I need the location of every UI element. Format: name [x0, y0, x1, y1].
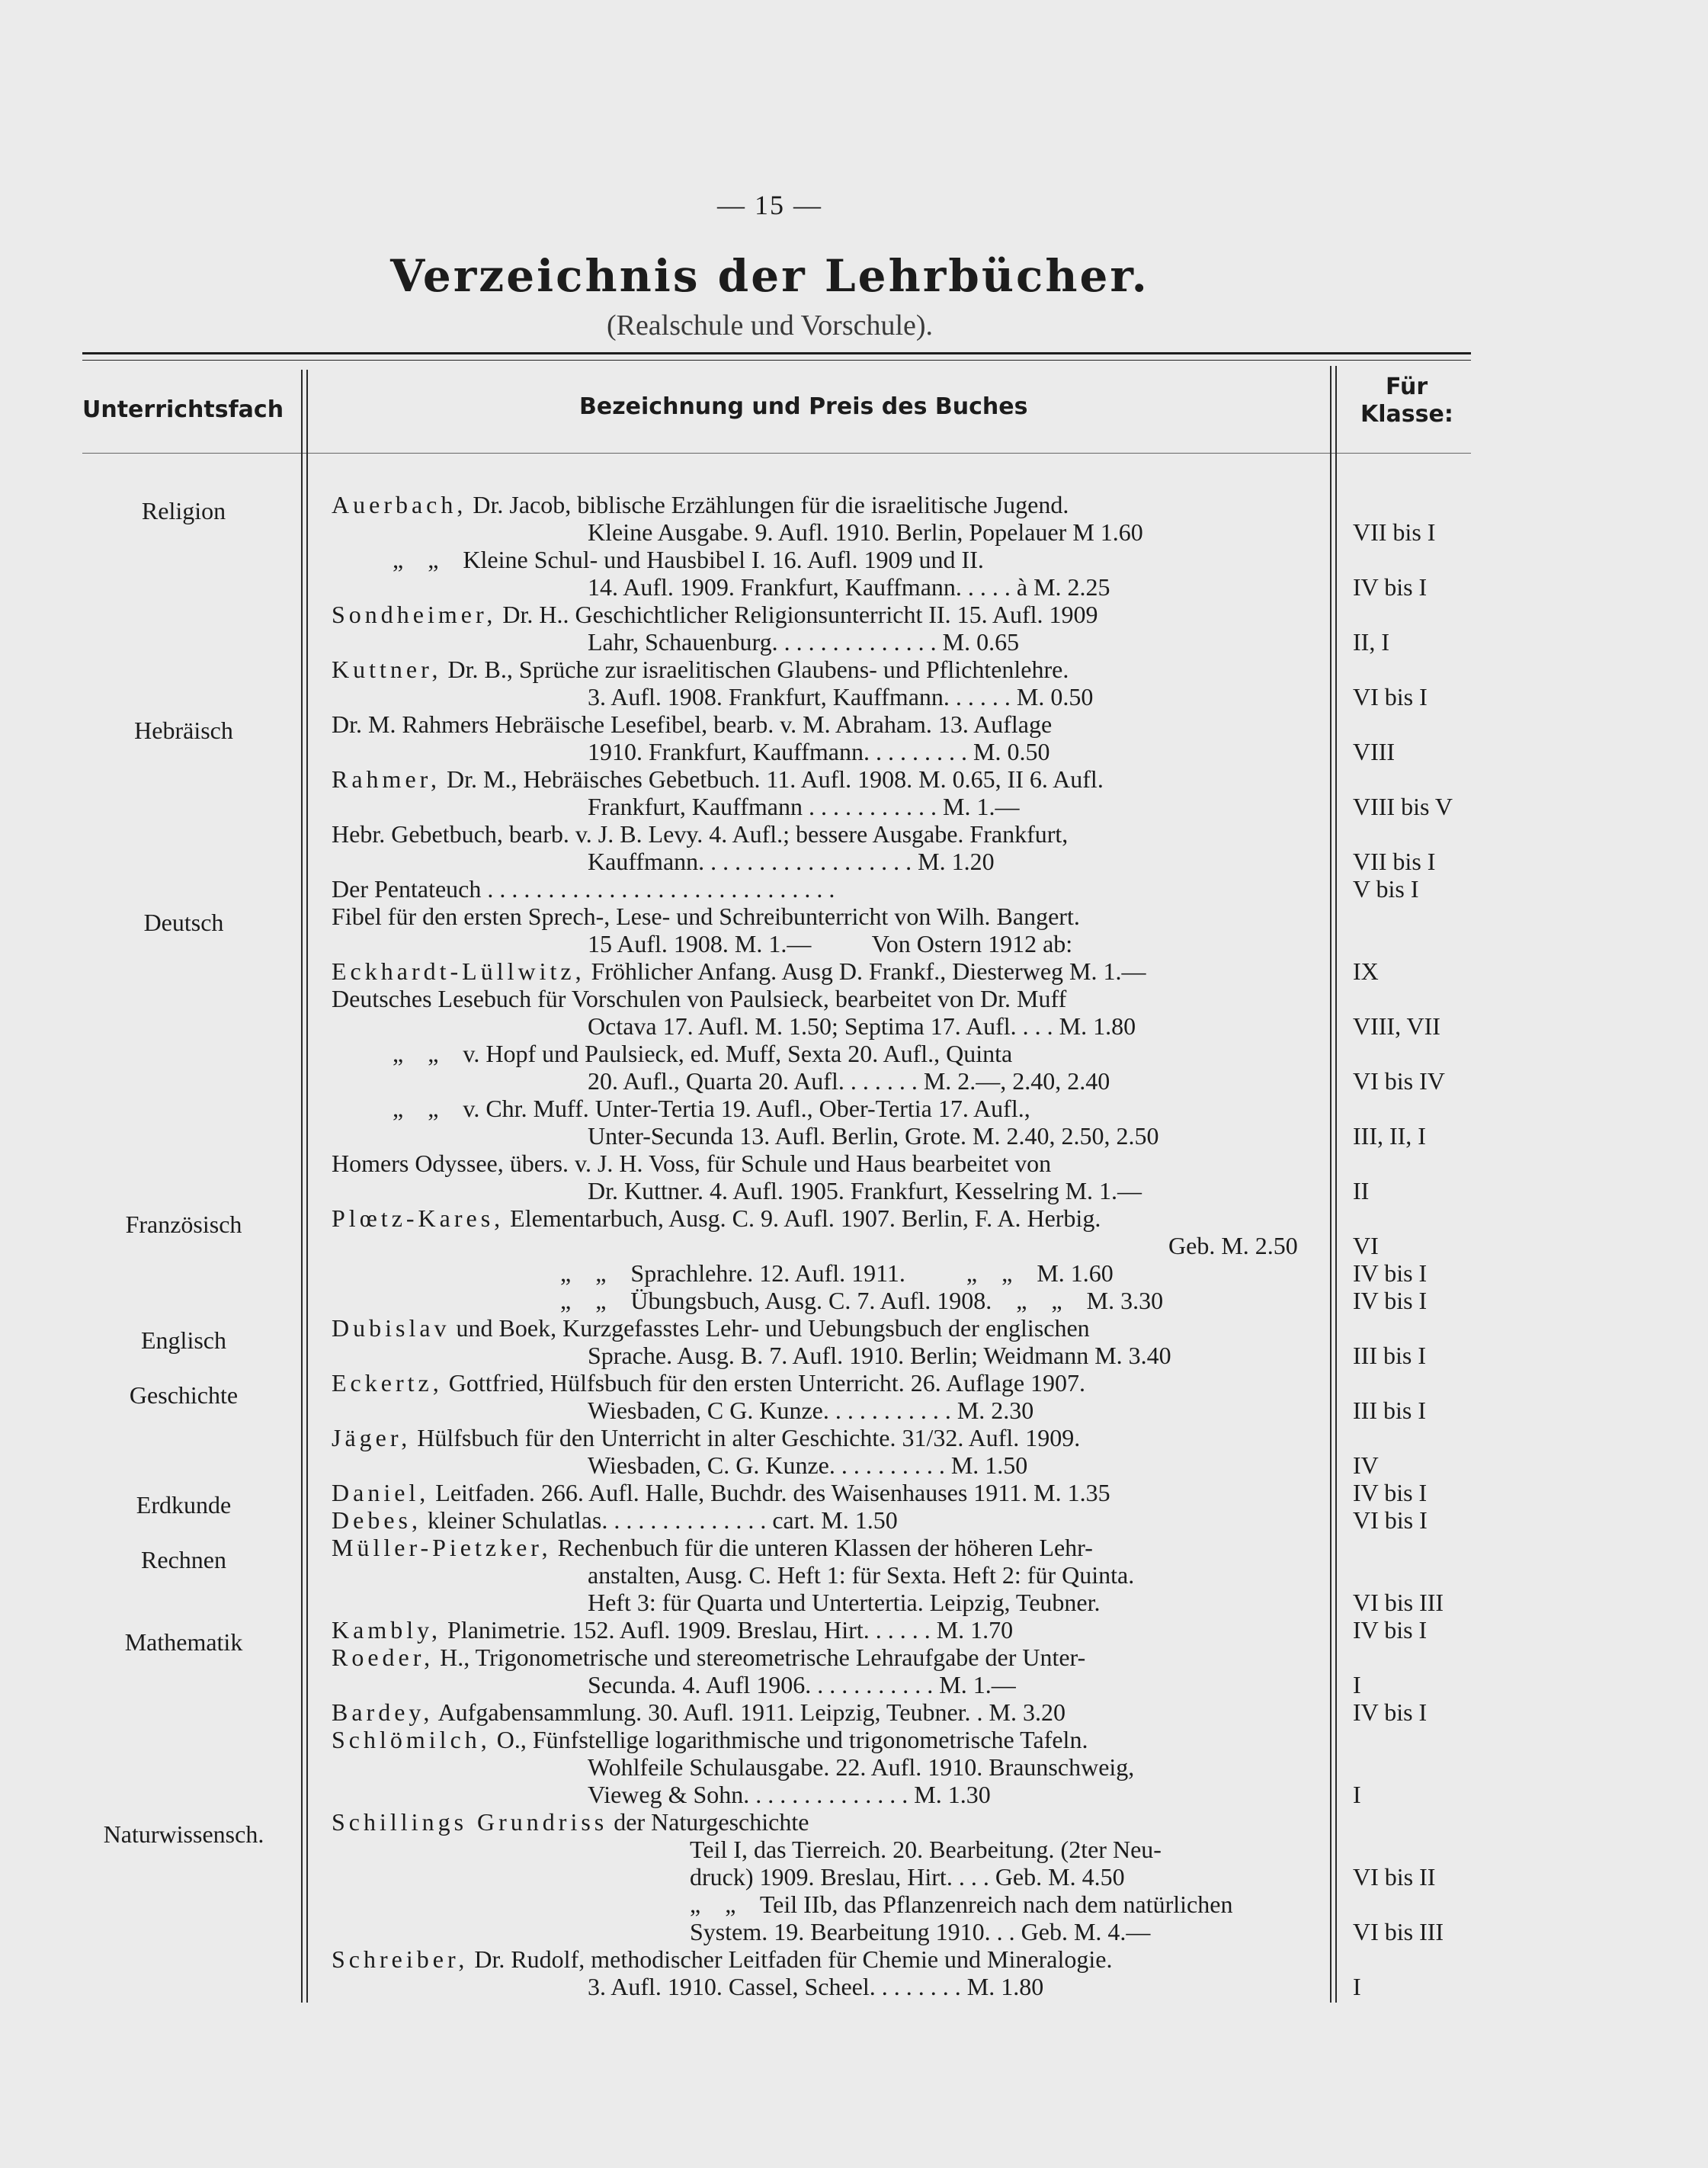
book-author: Roeder, — [332, 1644, 434, 1671]
book-text: „ „ v. Chr. Muff. Unter-Tertia 19. Aufl., Ober-Tertia 17. Aufl., — [393, 1095, 1030, 1122]
book-text: 14. Aufl. 1909. Frankfurt, Kauffmann. . . . . à M. 2.25 — [588, 573, 1110, 601]
class-entry: VII bis I — [1353, 848, 1436, 875]
book-text: Dr. Jacob, biblische Erzählungen für die israelitische Jugend. — [466, 491, 1069, 518]
header-class-line2: Klasse: — [1360, 401, 1453, 428]
book-entry-line — [332, 1287, 1316, 1314]
book-entry-line — [332, 1781, 1316, 1808]
class-entry: IX — [1353, 957, 1379, 985]
book-entry-line — [332, 1314, 1316, 1342]
book-entry-line — [332, 1067, 1316, 1095]
book-entry-line — [332, 1616, 1316, 1644]
book-entry-line — [332, 656, 1316, 683]
subject-religion: Religion — [141, 497, 226, 524]
book-entry-line — [332, 875, 1316, 903]
book-entry-line — [332, 765, 1316, 793]
book-entry-line — [332, 1259, 1316, 1287]
subject-franzoesisch: Französisch — [125, 1211, 242, 1238]
subject-mathematik: Mathematik — [124, 1628, 243, 1656]
class-entry: VI bis III — [1353, 1918, 1444, 1945]
book-author: Dubislav — [332, 1314, 450, 1342]
book-text: anstalten, Ausg. C. Heft 1: für Sexta. Heft 2: für Quinta. — [588, 1561, 1135, 1589]
class-entry: III bis I — [1353, 1342, 1426, 1369]
subject-hebraeisch: Hebräisch — [134, 717, 233, 744]
book-author: Eckhardt-Lüllwitz, — [332, 957, 585, 985]
book-author: Eckertz, — [332, 1369, 443, 1397]
book-author: Auerbach, — [332, 491, 467, 518]
book-entry-line — [332, 1836, 1316, 1863]
book-entry-line — [332, 1534, 1316, 1561]
book-author: Schreiber, — [332, 1945, 469, 1973]
book-entry-line — [332, 848, 1316, 875]
header-class-line1: Für — [1386, 374, 1428, 400]
book-entry-line — [332, 1012, 1316, 1040]
book-text: Aufgabensammlung. 30. Aufl. 1911. Leipzig, Teubner. . M. 3.20 — [433, 1698, 1065, 1726]
book-text: 20. Aufl., Quarta 20. Aufl. . . . . . . M. 2.—, 2.40, 2.40 — [588, 1067, 1110, 1095]
book-text: Homers Odyssee, übers. v. J. H. Voss, für Schule und Haus bearbeitet von — [332, 1150, 1052, 1177]
book-text: O., Fünfstellige logarithmische und trigonometrische Tafeln. — [490, 1726, 1088, 1753]
subject-deutsch: Deutsch — [143, 909, 224, 936]
book-entry-line — [332, 1040, 1316, 1067]
class-entry: VIII — [1353, 738, 1396, 765]
class-entry: IV — [1353, 1451, 1379, 1479]
subject-englisch: Englisch — [141, 1326, 226, 1354]
book-text: Vieweg & Sohn. . . . . . . . . . . . . . M. 1.30 — [588, 1781, 991, 1808]
book-entry-line — [332, 1397, 1316, 1424]
class-entry: VIII, VII — [1353, 1012, 1440, 1040]
column-divider-right-double — [1335, 366, 1337, 2003]
book-text: „ „ Übungsbuch, Ausg. C. 7. Aufl. 1908. „ „ M. 3.30 — [560, 1287, 1164, 1314]
book-entry-line — [332, 1973, 1316, 2000]
header-book: Bezeichnung und Preis des Buches — [579, 393, 1028, 420]
book-entry-line — [332, 601, 1316, 628]
class-entry: IV bis I — [1353, 1287, 1428, 1314]
book-text: „ „ Sprachlehre. 12. Aufl. 1911. „ „ M. 1.60 — [560, 1259, 1114, 1287]
table-top-rule — [82, 352, 1471, 354]
book-text: „ „ Teil IIb, das Pflanzenreich nach dem natürlichen — [690, 1891, 1233, 1918]
book-text: Elementarbuch, Ausg. C. 9. Aufl. 1907. Berlin, F. A. Herbig. — [504, 1204, 1101, 1232]
book-author: Müller-Pietzker, — [332, 1534, 552, 1561]
book-entry-line — [332, 491, 1316, 518]
class-entry: VI bis II — [1353, 1863, 1436, 1891]
book-entry-line — [332, 1644, 1316, 1671]
class-entry: IV bis I — [1353, 1259, 1428, 1287]
book-author: Sondheimer, — [332, 601, 497, 628]
book-entry-line — [332, 930, 1316, 957]
class-entry: IV bis I — [1353, 573, 1428, 601]
book-text: Dr. M. Rahmers Hebräische Lesefibel, bearb. v. M. Abraham. 13. Auflage — [332, 710, 1053, 738]
book-entry-line — [332, 1918, 1316, 1945]
book-text: druck) 1909. Breslau, Hirt. . . . Geb. M. 4.50 — [690, 1863, 1125, 1891]
column-divider-left — [301, 370, 303, 2003]
subject-geschichte: Geschichte — [129, 1381, 239, 1409]
book-author: Debes, — [332, 1506, 421, 1534]
header-subject: Unterrichtsfach — [82, 396, 284, 423]
book-author: Schlömilch, — [332, 1726, 491, 1753]
book-text: Der Pentateuch . . . . . . . . . . . . . . . . . . . . . . . . . . . . . — [332, 875, 835, 903]
class-entry: VI bis I — [1353, 1506, 1428, 1534]
book-text: Gottfried, Hülfsbuch für den ersten Unterricht. 26. Auflage 1907. — [442, 1369, 1086, 1397]
book-text: „ „ v. Hopf und Paulsieck, ed. Muff, Sexta 20. Aufl., Quinta — [393, 1040, 1013, 1067]
book-text: der Naturgeschichte — [607, 1808, 809, 1836]
column-divider-right — [1330, 366, 1331, 2003]
book-entry-line — [332, 683, 1316, 710]
book-entry-line — [332, 738, 1316, 765]
book-text: Hülfsbuch für den Unterricht in alter Geschichte. 31/32. Aufl. 1909. — [411, 1424, 1081, 1451]
page-subtitle: (Realschule und Vorschule). — [606, 309, 934, 342]
book-entry-line — [332, 1863, 1316, 1891]
book-text: Heft 3: für Quarta und Untertertia. Leipzig, Teubner. — [588, 1589, 1101, 1616]
class-entry: III bis I — [1353, 1397, 1426, 1424]
book-text: Kauffmann. . . . . . . . . . . . . . . . . . M. 1.20 — [588, 848, 995, 875]
book-entry-line — [332, 1753, 1316, 1781]
book-entry-line — [332, 1232, 1316, 1259]
book-author: Kuttner, — [332, 656, 442, 683]
book-entry-line — [332, 546, 1316, 573]
book-author: Jäger, — [332, 1424, 412, 1451]
class-entry: I — [1353, 1671, 1361, 1698]
book-text: Dr. Rudolf, methodischer Leitfaden für Chemie und Mineralogie. — [468, 1945, 1113, 1973]
book-entry-line — [332, 1177, 1316, 1204]
book-text: Fibel für den ersten Sprech-, Lese- und Schreibunterricht von Wilh. Bangert. — [332, 903, 1080, 930]
class-entry: V bis I — [1353, 875, 1419, 903]
class-entry: VI bis I — [1353, 683, 1428, 710]
book-entry-line — [332, 903, 1316, 930]
book-text: 3. Aufl. 1908. Frankfurt, Kauffmann. . . . . . M. 0.50 — [588, 683, 1094, 710]
book-entry-line — [332, 1561, 1316, 1589]
book-text: Deutsches Lesebuch für Vorschulen von Paulsieck, bearbeitet von Dr. Muff — [332, 985, 1067, 1012]
class-entry: VI — [1353, 1232, 1379, 1259]
book-text: System. 19. Bearbeitung 1910. . . Geb. M. 4.— — [690, 1918, 1151, 1945]
book-text: Rechenbuch für die unteren Klassen der höheren Lehr- — [551, 1534, 1093, 1561]
class-entry: VIII bis V — [1353, 793, 1453, 820]
book-entry-line — [332, 1808, 1316, 1836]
class-entry: III, II, I — [1353, 1122, 1426, 1150]
book-entry-line — [332, 1479, 1316, 1506]
book-text: Hebr. Gebetbuch, bearb. v. J. B. Levy. 4. Aufl.; bessere Ausgabe. Frankfurt, — [332, 820, 1069, 848]
book-author: Kambly, — [332, 1616, 442, 1644]
book-author: Bardey, — [332, 1698, 434, 1726]
book-text: kleiner Schulatlas. . . . . . . . . . . . . . cart. M. 1.50 — [421, 1506, 898, 1534]
book-entry-line — [332, 1150, 1316, 1177]
book-text: Dr. M., Hebräisches Gebetbuch. 11. Aufl. 1908. M. 0.65, II 6. Aufl. — [441, 765, 1104, 793]
book-entry-line — [332, 1451, 1316, 1479]
header-bottom-rule — [82, 453, 1471, 454]
book-text: Dr. B., Sprüche zur israelitischen Glaubens- und Pflichtenlehre. — [441, 656, 1069, 683]
book-text: und Boek, Kurzgefasstes Lehr- und Uebungsbuch der englischen — [450, 1314, 1090, 1342]
book-text: Wiesbaden, C. G. Kunze. . . . . . . . . . M. 1.50 — [588, 1451, 1028, 1479]
book-entry-line — [332, 518, 1316, 546]
subject-erdkunde: Erdkunde — [136, 1491, 232, 1519]
book-text: Lahr, Schauenburg. . . . . . . . . . . . . . M. 0.65 — [588, 628, 1020, 656]
book-entry-line — [332, 1945, 1316, 1973]
class-entry: VI bis III — [1353, 1589, 1444, 1616]
book-text: Frankfurt, Kauffmann . . . . . . . . . . . M. 1.— — [588, 793, 1020, 820]
book-entry-line — [332, 1369, 1316, 1397]
class-entry: IV bis I — [1353, 1616, 1428, 1644]
book-author: Schillings Grundriss — [332, 1808, 608, 1836]
class-entry: VI bis IV — [1353, 1067, 1445, 1095]
book-entry-line — [332, 1204, 1316, 1232]
class-entry: I — [1353, 1973, 1361, 2000]
book-text: Fröhlicher Anfang. Ausg D. Frankf., Diesterweg M. 1.— — [585, 957, 1146, 985]
book-entry-line — [332, 1589, 1316, 1616]
book-text: Secunda. 4. Aufl 1906. . . . . . . . . . . M. 1.— — [588, 1671, 1016, 1698]
book-text: Sprache. Ausg. B. 7. Aufl. 1910. Berlin; Weidmann M. 3.40 — [588, 1342, 1171, 1369]
book-entry-line — [332, 1095, 1316, 1122]
book-text: Wohlfeile Schulausgabe. 22. Aufl. 1910. Braunschweig, — [588, 1753, 1135, 1781]
book-entry-line — [332, 1122, 1316, 1150]
class-entry: I — [1353, 1781, 1361, 1808]
book-text: Unter-Secunda 13. Aufl. Berlin, Grote. M. 2.40, 2.50, 2.50 — [588, 1122, 1159, 1150]
class-entry: II — [1353, 1177, 1370, 1204]
book-entry-line — [332, 1891, 1316, 1918]
book-text: Wiesbaden, C G. Kunze. . . . . . . . . . . M. 2.30 — [588, 1397, 1034, 1424]
book-text: „ „ Kleine Schul- und Hausbibel I. 16. Aufl. 1909 und II. — [393, 546, 984, 573]
book-entry-line — [332, 957, 1316, 985]
book-entry-line — [332, 573, 1316, 601]
book-entry-line — [332, 820, 1316, 848]
book-text: 1910. Frankfurt, Kauffmann. . . . . . . . . M. 0.50 — [588, 738, 1050, 765]
book-text: Kleine Ausgabe. 9. Aufl. 1910. Berlin, Popelauer M 1.60 — [588, 518, 1143, 546]
book-entry-line — [332, 985, 1316, 1012]
book-text: Dr. Kuttner. 4. Aufl. 1905. Frankfurt, Kesselring M. 1.— — [588, 1177, 1142, 1204]
book-entry-line — [332, 1671, 1316, 1698]
class-entry: IV bis I — [1353, 1479, 1428, 1506]
book-entry-line — [332, 1698, 1316, 1726]
page-title: Verzeichnis der Lehrbücher. — [390, 250, 1149, 302]
book-entry-line — [332, 1726, 1316, 1753]
book-text: Teil I, das Tierreich. 20. Bearbeitung. (2ter Neu- — [690, 1836, 1162, 1863]
book-text: Geb. M. 2.50 — [1168, 1232, 1298, 1259]
book-entry-line — [332, 628, 1316, 656]
book-entry-line — [332, 1506, 1316, 1534]
class-entry: II, I — [1353, 628, 1389, 656]
column-divider-left-double — [306, 370, 308, 2003]
book-author: Rahmer, — [332, 765, 441, 793]
class-entry: IV bis I — [1353, 1698, 1428, 1726]
book-entry-line — [332, 793, 1316, 820]
book-author: Daniel, — [332, 1479, 430, 1506]
class-entry: VII bis I — [1353, 518, 1436, 546]
book-text: Leitfaden. 266. Aufl. Halle, Buchdr. des Waisenhauses 1911. M. 1.35 — [429, 1479, 1110, 1506]
subject-naturwissenschaft: Naturwissensch. — [103, 1820, 264, 1848]
book-text: Planimetrie. 152. Aufl. 1909. Breslau, Hirt. . . . . . M. 1.70 — [441, 1616, 1014, 1644]
book-text: 15 Aufl. 1908. M. 1.— Von Ostern 1912 ab: — [588, 930, 1073, 957]
book-text: Octava 17. Aufl. M. 1.50; Septima 17. Aufl. . . . M. 1.80 — [588, 1012, 1136, 1040]
book-author: Plœtz-Kares, — [332, 1204, 505, 1232]
book-text: H., Trigonometrische und stereometrische Lehraufgabe der Unter- — [434, 1644, 1086, 1671]
book-entry-line — [332, 1342, 1316, 1369]
book-text: 3. Aufl. 1910. Cassel, Scheel. . . . . . . . M. 1.80 — [588, 1973, 1044, 2000]
page-number: — 15 — — [717, 190, 822, 220]
book-text: Dr. H.. Geschichtlicher Religionsunterricht II. 15. Aufl. 1909 — [496, 601, 1098, 628]
subject-rechnen: Rechnen — [141, 1546, 226, 1573]
table-top-rule-thin — [82, 360, 1471, 361]
book-entry-line — [332, 710, 1316, 738]
book-entry-line — [332, 1424, 1316, 1451]
